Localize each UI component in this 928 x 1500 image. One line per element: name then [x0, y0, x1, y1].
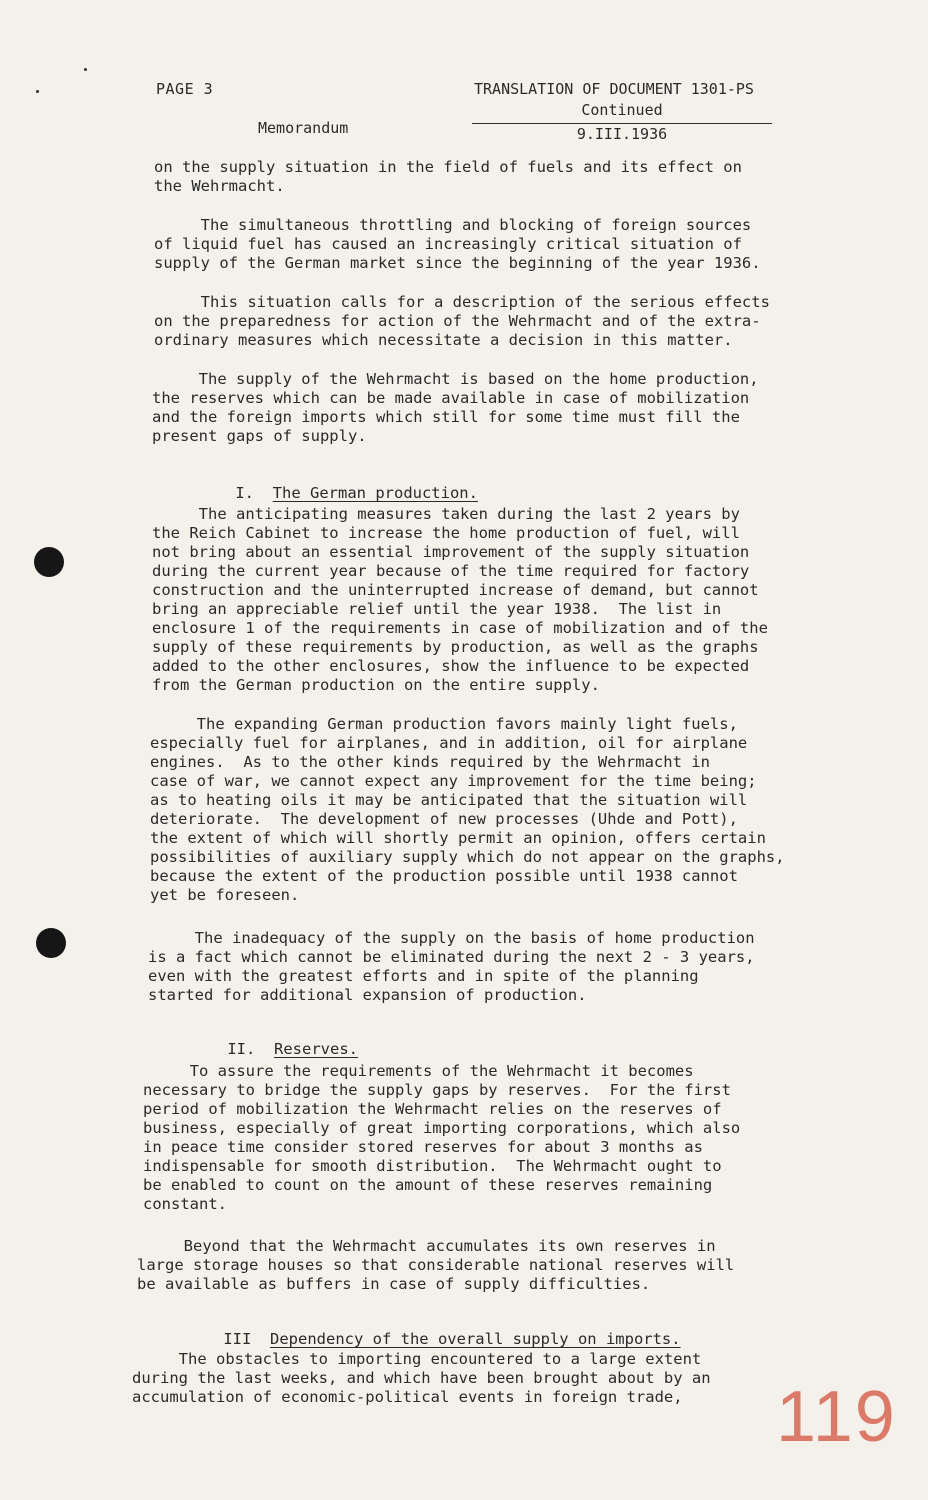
- paragraph-1: The simultaneous throttling and blocking of foreign sources of liquid fuel has caused an increasingly critical situation of supply of the German market since the beginning of the year 1936.: [154, 216, 761, 272]
- paragraph-4: The anticipating measures taken during the last 2 years by the Reich Cabinet to increase the home production of fuel, will not bring about an essential improvement of the supply situation during the current year because of the time required for factory construction and the uninterrupted increase of demand, but cannot bring an appreciable relief until the year 1938. The list in enclosure 1 of the requirements in case of mobilization and of the supply of these requirements by production, as well as the graphs added to the other enclosures, show the influence to be expected from the German production on the entire supply.: [152, 505, 768, 694]
- paper-speck: [84, 68, 87, 71]
- section-number: I.: [235, 484, 254, 502]
- paragraph-8: Beyond that the Wehrmacht accumulates its own reserves in large storage houses so that considerable national reserves will be available as buffers in case of supply difficulties.: [137, 1237, 735, 1293]
- paragraph-9: The obstacles to importing encountered to a large extent during the last weeks, and which have been brought about by an accumulation of economic-political events in foreign trade,: [132, 1350, 711, 1406]
- paragraph-5: The expanding German production favors mainly light fuels, especially fuel for airplanes, and in addition, oil for airplane engines. As to the other kinds required by the Wehrmacht in case of war, we cannot expect any improvement for the time being; as to heating oils it may be anticipated that the situation will deteriorate. The development of new processes (Uhde and Pott), the extent of which will shortly permit an opinion, offers certain possibilities of auxiliary supply which do not appear on the graphs, because the extent of the production possible until 1938 cannot yet be foreseen.: [150, 715, 785, 904]
- punch-hole-top: [34, 547, 64, 577]
- document-date: 9.III.1936: [576, 125, 668, 143]
- header-rule: [472, 123, 772, 124]
- intro-text: on the supply situation in the field of fuels and its effect on the Wehrmacht.: [154, 158, 742, 195]
- paragraph-6: The inadequacy of the supply on the basis of home production is a fact which cannot be eliminated during the next 2 - 3 years, even with the greatest efforts and in spite of the planning started for additional expansion of production.: [148, 929, 755, 1004]
- punch-hole-bottom: [36, 928, 66, 958]
- section-number: II.: [227, 1040, 256, 1058]
- document-header: [472, 80, 772, 143]
- paragraph-3: The supply of the Wehrmacht is based on the home production, the reserves which can be made available in case of mobilization and the foreign imports which still for some time must fill the present gaps of supply.: [152, 370, 759, 445]
- section-title: The German production.: [272, 484, 478, 502]
- paper-speck: [36, 90, 39, 93]
- section-number: III: [223, 1330, 252, 1348]
- section-title: Dependency of the overall supply on imports.: [270, 1330, 681, 1348]
- memorandum-label: Memorandum: [258, 119, 349, 137]
- paragraph-7: To assure the requirements of the Wehrmacht it becomes necessary to bridge the supply gaps by reserves. For the first period of mobilization the Wehrmacht relies on the reserves of business, especially of great importing corporations, which also in peace time consider stored reserves for about 3 months as indispensable for smooth distribution. The Wehrmacht ought to be enabled to count on the amount of these reserves remaining constant.: [143, 1062, 741, 1213]
- paragraph-2: This situation calls for a description of the serious effects on the preparedness for action of the Wehrmacht and of the extra- ordinary measures which necessitate a decision in this matter.: [154, 293, 770, 349]
- continued-line: Continued: [581, 101, 663, 119]
- page-number-label: PAGE 3: [156, 80, 214, 98]
- section-title: Reserves.: [274, 1040, 358, 1058]
- folio-number: 119: [776, 1377, 897, 1457]
- translation-line: TRANSLATION OF DOCUMENT 1301-PS: [474, 80, 754, 98]
